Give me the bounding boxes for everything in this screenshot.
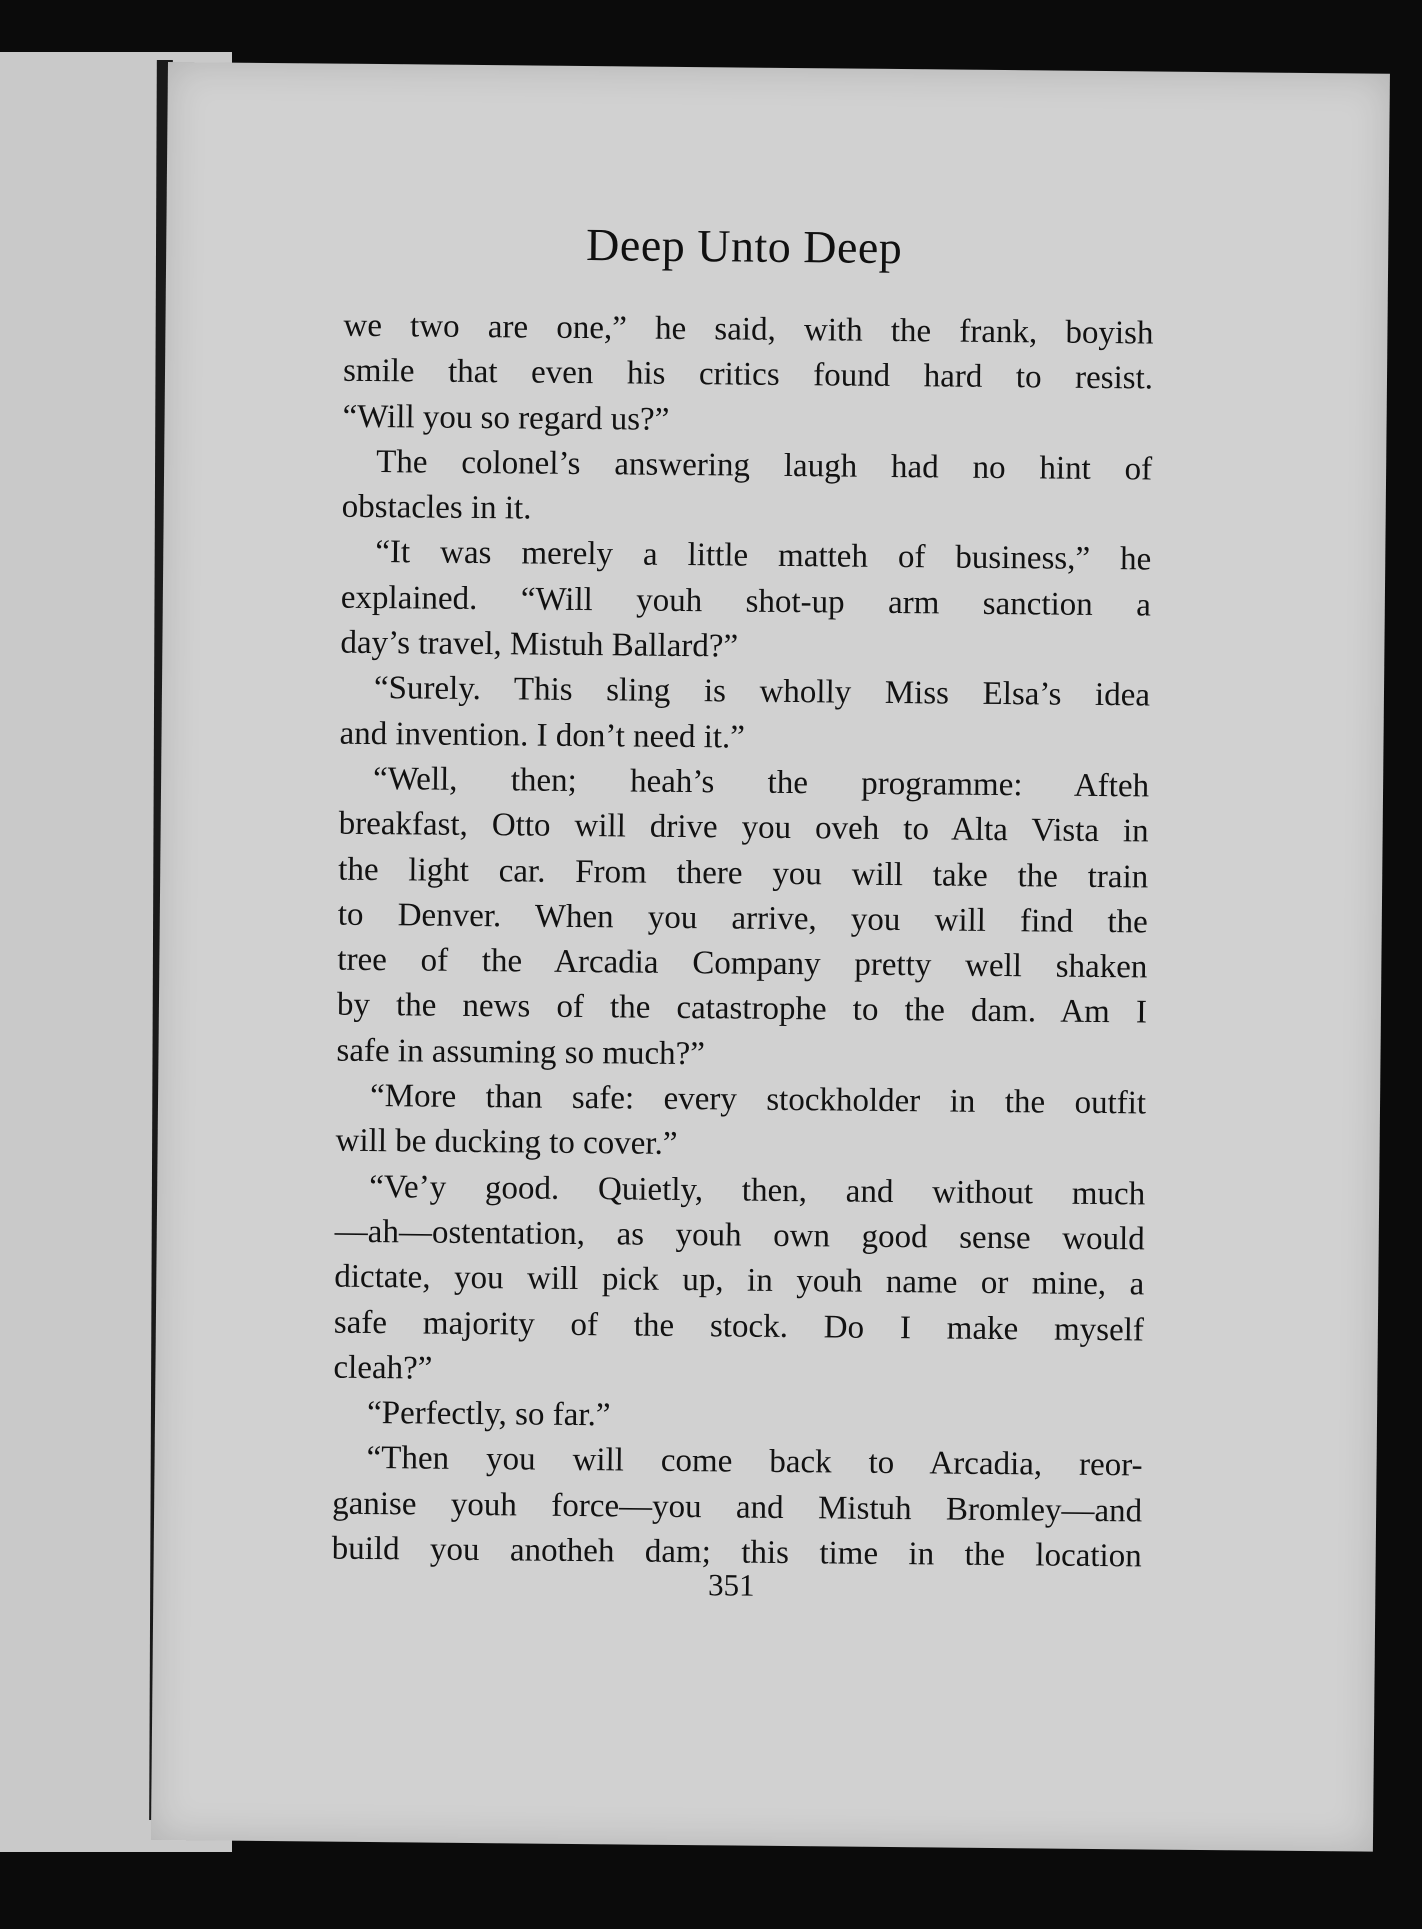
text-line: build you anotheh dam; this time in the location [331,1530,1142,1575]
text-line: breakfast, Otto will drive you oveh to Alta Vista in [338,805,1149,850]
text-line: “Will you so regard us?” [342,398,670,438]
text-line: we two are one,” he said, with the frank, boyish [343,307,1154,352]
text-line: —ah—ostentation, as youh own good sense would [334,1213,1145,1258]
text-line: dictate, you will pick up, in youh name or mine, a [334,1258,1145,1303]
text-line: “Ve’y good. Quietly, then, and without much [369,1168,1146,1213]
text-line: and invention. I don’t need it.” [339,715,746,756]
text-line: cleah?” [333,1349,433,1387]
body-text [332,226,1155,1580]
text-line: “Well, then; heah’s the programme: Afteh [372,760,1150,805]
text-line: smile that even his critics found hard to resist. [342,352,1154,397]
text-line: “Then you will come back to Arcadia, reor- [366,1440,1143,1484]
text-line: “It was merely a little matteh of business,” he [375,534,1152,578]
text-line: safe majority of the stock. Do I make myself [333,1304,1145,1348]
text-line: obstacles in it. [341,488,532,527]
text-line: “Surely. This sling is wholly Miss Elsa’s idea [373,670,1151,714]
text-line: “More than safe: every stockholder in the outfit [369,1078,1147,1122]
text-line: will be ducking to cover.” [335,1123,678,1163]
text-line: The colonel’s answering laugh had no hint of [375,443,1153,488]
text-line: day’s travel, Mistuh Ballard?” [340,624,739,665]
text-line: safe in assuming so much?” [336,1032,706,1072]
book-page [151,62,1390,1852]
text-line: “Perfectly, so far.” [366,1395,611,1434]
page-number: 351 [707,1567,755,1603]
text-line: tree of the Arcadia Company pretty well shaken [337,941,1148,986]
running-head: Deep Unto Deep [585,219,903,274]
text-line: the light car. From there you will take the train [338,851,1149,896]
text-line: ganise youh force—you and Mistuh Bromley—and [331,1485,1143,1530]
text-line: explained. “Will youh shot-up arm sanction a [340,579,1152,624]
text-line: to Denver. When you arrive, you will find the [337,896,1148,941]
text-line: by the news of the catastrophe to the dam. Am I [336,987,1148,1031]
